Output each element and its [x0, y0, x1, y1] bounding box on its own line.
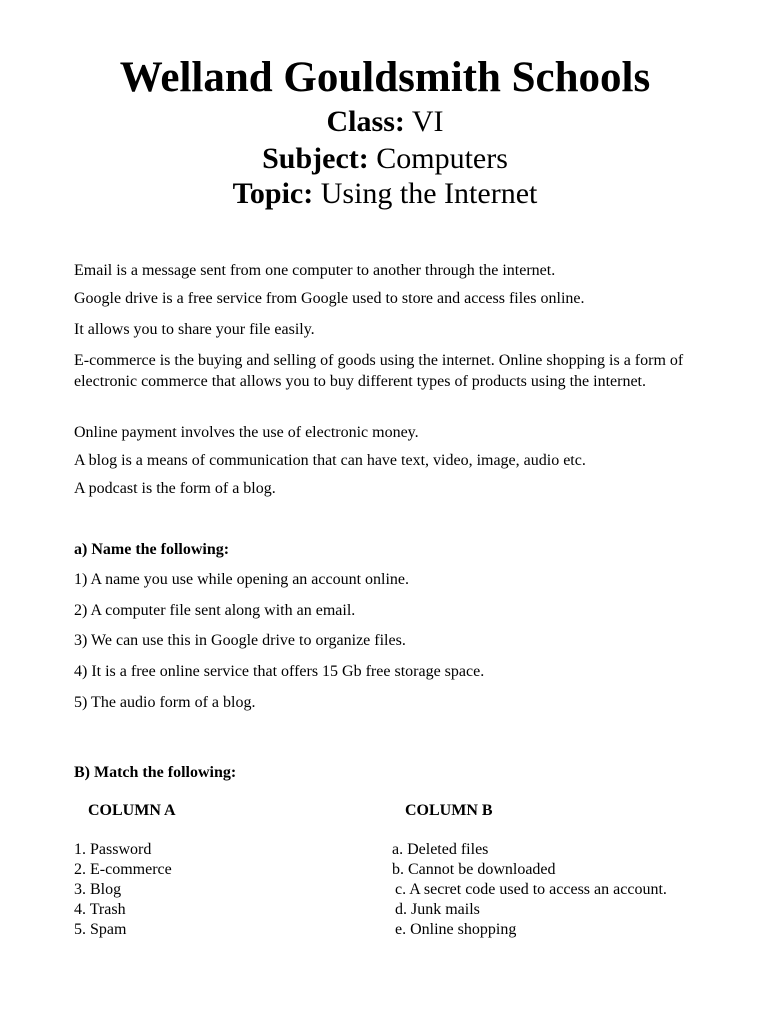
topic-line — [0, 176, 770, 212]
note-paragraph: A podcast is the form of a blog. — [74, 480, 276, 497]
school-title: Welland Gouldsmith Schools — [119, 54, 651, 101]
column-a-title: COLUMN A — [88, 802, 176, 819]
section-b-heading: B) Match the following: — [74, 764, 237, 781]
column-b-item: e. Online shopping — [395, 921, 517, 938]
subject-label: Subject: — [262, 142, 369, 175]
column-b-item: d. Junk mails — [395, 901, 480, 918]
column-b-item: c. A secret code used to access an account. — [395, 881, 667, 898]
column-b-list — [392, 840, 667, 940]
question-item: 5) The audio form of a blog. — [74, 694, 256, 711]
column-a-item: 3. Blog — [74, 881, 122, 898]
column-a-list — [74, 840, 172, 940]
column-b-item: a. Deleted files — [392, 841, 489, 858]
column-b-item: b. Cannot be downloaded — [392, 861, 556, 878]
note-paragraph: A blog is a means of communication that can have text, video, image, audio etc. — [74, 452, 586, 469]
question-item: 1) A name you use while opening an account online. — [74, 571, 410, 588]
section-a-heading: a) Name the following: — [74, 541, 230, 558]
note-paragraph: It allows you to share your file easily. — [74, 321, 315, 338]
topic-value: Using the Internet — [320, 177, 538, 210]
note-paragraph: Online payment involves the use of electronic money. — [74, 424, 419, 441]
note-paragraph: Google drive is a free service from Google used to store and access files online. — [74, 290, 585, 307]
note-paragraph: Email is a message sent from one computer to another through the internet. — [74, 262, 556, 279]
class-label: Class: — [326, 105, 405, 138]
topic-label: Topic: — [232, 177, 314, 210]
column-a-item: 4. Trash — [74, 901, 126, 918]
note-paragraph: E-commerce is the buying and selling of goods using the internet. Online shopping is a form of electronic commerce that allows you to buy different types of products using the internet. — [74, 352, 684, 390]
column-a-item: 5. Spam — [74, 921, 127, 938]
column-a-item: 2. E-commerce — [74, 861, 172, 878]
column-b-title: COLUMN B — [405, 802, 493, 819]
question-item: 3) We can use this in Google drive to organize files. — [74, 632, 406, 649]
class-value: VI — [411, 105, 444, 138]
subject-value: Computers — [376, 142, 508, 175]
column-a-item: 1. Password — [74, 841, 152, 858]
class-line — [0, 104, 770, 140]
subject-line — [0, 141, 770, 177]
question-item: 4) It is a free online service that offers 15 Gb free storage space. — [74, 663, 485, 680]
question-item: 2) A computer file sent along with an email. — [74, 602, 356, 619]
